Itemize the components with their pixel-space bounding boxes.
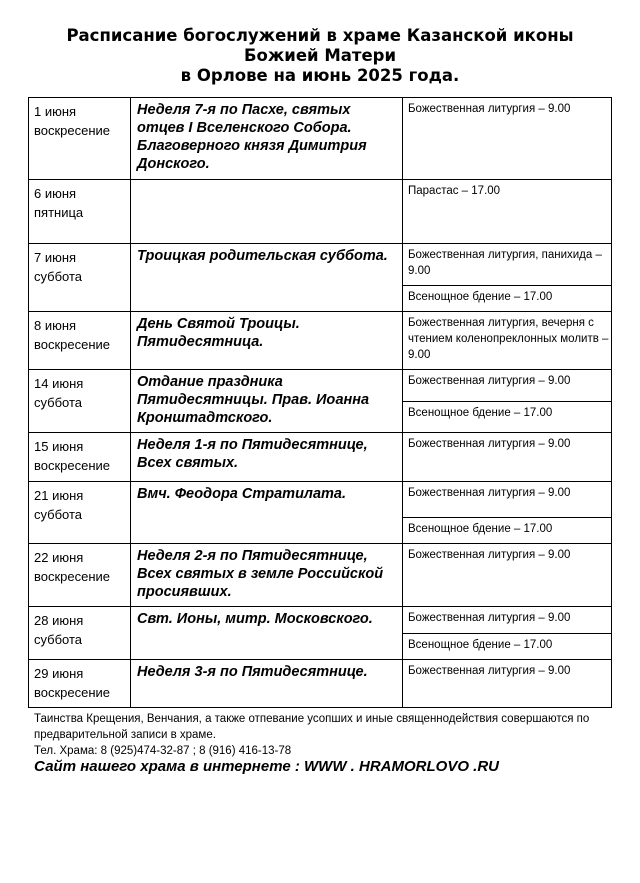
date-label: 14 июня bbox=[34, 376, 84, 391]
service-cell: Всенощное бдение – 17.00 bbox=[403, 634, 612, 660]
table-row bbox=[29, 544, 612, 607]
schedule-table bbox=[28, 97, 612, 708]
feast-cell: Отдание праздника Пятидесятницы. Прав. Иоанна Кронштадтского. bbox=[131, 370, 403, 433]
date-cell bbox=[29, 544, 131, 607]
feast-cell: Неделя 2-я по Пятидесятнице, Всех святых в земле Российской просиявших. bbox=[131, 544, 403, 607]
footer-notes bbox=[34, 711, 614, 759]
weekday-label: суббота bbox=[34, 269, 83, 284]
feast-cell bbox=[131, 180, 403, 244]
service-cell: Божественная литургия – 9.00 bbox=[403, 370, 612, 402]
table-row bbox=[29, 607, 612, 634]
weekday-label: воскресение bbox=[34, 569, 111, 584]
feast-cell: День Святой Троицы. Пятидесятница. bbox=[131, 312, 403, 370]
table-row bbox=[29, 370, 612, 402]
service-cell: Божественная литургия – 9.00 bbox=[403, 482, 612, 518]
date-cell bbox=[29, 312, 131, 370]
page-title bbox=[40, 26, 600, 86]
weekday-label: воскресение bbox=[34, 123, 111, 138]
table-row bbox=[29, 312, 612, 370]
table-row bbox=[29, 482, 612, 518]
service-cell: Всенощное бдение – 17.00 bbox=[403, 402, 612, 433]
date-cell bbox=[29, 98, 131, 180]
title-line-3: в Орлове на июнь 2025 года. bbox=[180, 66, 460, 85]
weekday-label: суббота bbox=[34, 632, 83, 647]
table-row bbox=[29, 433, 612, 482]
service-cell: Божественная литургия – 9.00 bbox=[403, 607, 612, 634]
title-line-2: Божией Матери bbox=[243, 46, 397, 65]
feast-cell: Неделя 3-я по Пятидесятнице. bbox=[131, 660, 403, 708]
table-row bbox=[29, 98, 612, 180]
feast-cell: Неделя 1-я по Пятидесятнице, Всех святых. bbox=[131, 433, 403, 482]
service-cell: Божественная литургия, панихида – 9.00 bbox=[403, 244, 612, 286]
date-label: 21 июня bbox=[34, 488, 84, 503]
weekday-label: воскресение bbox=[34, 685, 111, 700]
title-line-1: Расписание богослужений в храме Казанской иконы bbox=[66, 26, 574, 45]
weekday-label: суббота bbox=[34, 395, 83, 410]
weekday-label: суббота bbox=[34, 507, 83, 522]
feast-cell: Неделя 7-я по Пасхе, святых отцев I Вселенского Собора. Благоверного князя Димитрия Донского. bbox=[131, 98, 403, 180]
date-cell bbox=[29, 607, 131, 660]
date-cell bbox=[29, 180, 131, 244]
service-cell: Божественная литургия – 9.00 bbox=[403, 660, 612, 708]
table-row bbox=[29, 660, 612, 708]
date-cell bbox=[29, 660, 131, 708]
date-label: 1 июня bbox=[34, 104, 77, 119]
weekday-label: пятница bbox=[34, 205, 84, 220]
phone-numbers: Тел. Храма: 8 (925)474-32-87 ; 8 (916) 416-13-78 bbox=[34, 745, 292, 757]
date-cell bbox=[29, 482, 131, 544]
service-cell: Всенощное бдение – 17.00 bbox=[403, 286, 612, 312]
service-cell: Божественная литургия – 9.00 bbox=[403, 544, 612, 607]
weekday-label: воскресение bbox=[34, 337, 111, 352]
date-label: 15 июня bbox=[34, 439, 84, 454]
date-label: 29 июня bbox=[34, 666, 84, 681]
sacraments-note: Таинства Крещения, Венчания, а также отпевание усопших и иные священнодействия совершаются по предварительной записи в храме. bbox=[34, 713, 590, 741]
feast-cell: Свт. Ионы, митр. Московского. bbox=[131, 607, 403, 660]
date-label: 6 июня bbox=[34, 186, 77, 201]
date-cell bbox=[29, 433, 131, 482]
date-label: 8 июня bbox=[34, 318, 77, 333]
service-cell: Божественная литургия – 9.00 bbox=[403, 98, 612, 180]
website-line: Сайт нашего храма в интернете : WWW . HRAMORLOVO .RU bbox=[34, 758, 499, 775]
weekday-label: воскресение bbox=[34, 458, 111, 473]
date-cell bbox=[29, 244, 131, 312]
date-label: 7 июня bbox=[34, 250, 77, 265]
service-cell: Божественная литургия, вечерня с чтением коленопреклонных молитв – 9.00 bbox=[403, 312, 612, 370]
date-label: 28 июня bbox=[34, 613, 84, 628]
table-row bbox=[29, 180, 612, 244]
date-cell bbox=[29, 370, 131, 433]
service-cell: Парастас – 17.00 bbox=[403, 180, 612, 244]
feast-cell: Вмч. Феодора Стратилата. bbox=[131, 482, 403, 544]
table-row bbox=[29, 244, 612, 286]
service-cell: Божественная литургия – 9.00 bbox=[403, 433, 612, 482]
date-label: 22 июня bbox=[34, 550, 84, 565]
service-cell: Всенощное бдение – 17.00 bbox=[403, 518, 612, 544]
feast-cell: Троицкая родительская суббота. bbox=[131, 244, 403, 312]
